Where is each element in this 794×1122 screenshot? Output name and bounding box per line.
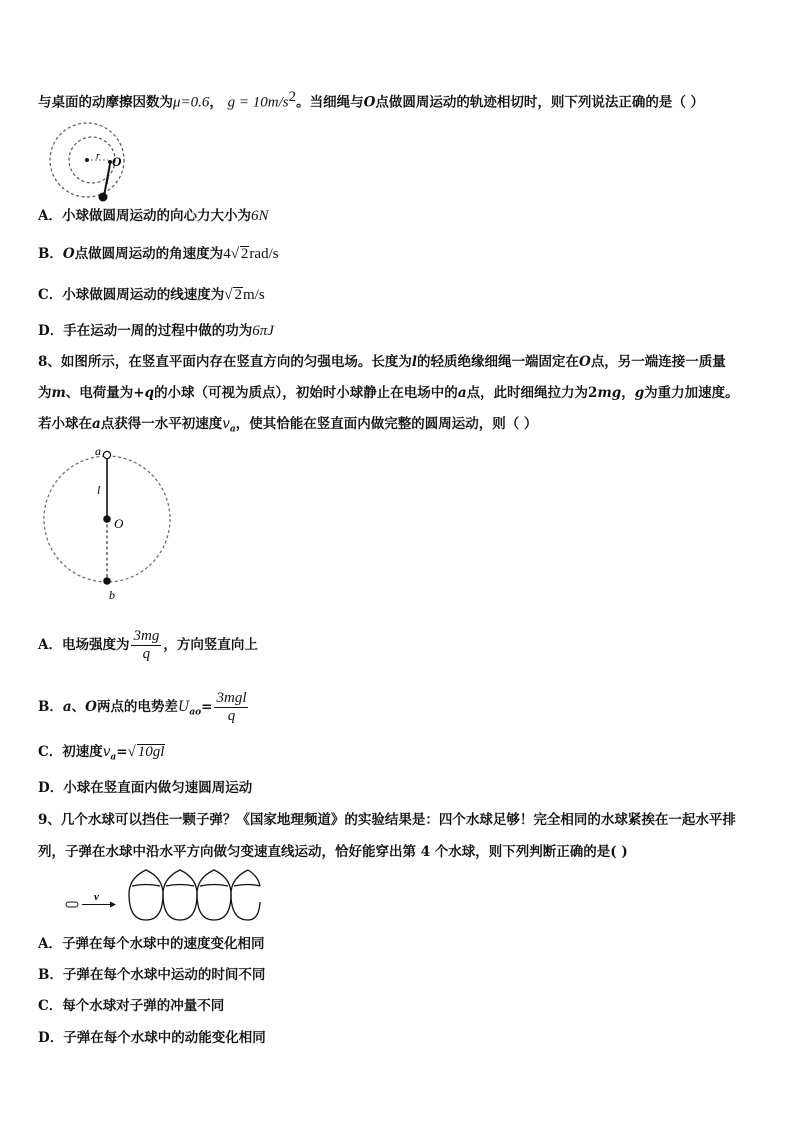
q7-mu-value: μ=0.6 [173,94,210,111]
q8-option-a: A．电场强度为 $\frac{3mg}{q}$ ，方向竖直向上 [38,628,258,662]
q7-figure-circles [42,122,132,204]
q7-stem-text-a: 与桌面的动摩擦因数为 [38,94,173,111]
q7-separator: ， [209,94,223,111]
q8-stem-line-1: 8、如图所示，在竖直平面内存在竖直方向的匀强电场。长度为l的轻质绝缘细绳一端固定在O点，另一端连接一质量 [38,354,726,370]
q7-stem [38,87,704,113]
q9-stem-line-1: 9、几个水球可以挡住一颗子弹？《国家地理频道》的实验结果是：四个水球足够！完全相同的水球紧挨在一起水平排 [38,812,736,828]
q8-stem-line-3: 若小球在a点获得一水平初速度$v_a$，使其恰能在竖直面内做完整的圆周运动，则（ ） [38,416,538,435]
q7-fig-label-r: r [96,151,100,162]
q8-option-c: C．初速度$v_a=√$ 10gl [38,744,165,763]
q9-option-b: B．子弹在每个水球中运动的时间不同 [38,967,266,983]
q7-stem-text-c: 点做圆周运动的轨迹相切时，则下列说法正确的是（ ） [375,94,705,111]
q8-stem-line-2: 为m、电荷量为+q的小球（可视为质点），初始时小球静止在电场中的a点，此时细绳拉力为2mg，g为重力加速度。 [38,385,739,401]
q7-option-a: A．小球做圆周运动的向心力大小为6N [38,208,269,224]
q8-fig-label-l: l [97,483,101,497]
q7-o-label: O [363,94,376,111]
q8-fig-label-b: b [109,588,115,602]
q7-option-c: C．小球做圆周运动的线速度为√ 2m/s [38,287,265,303]
q7-option-b: B．O点做圆周运动的角速度为4√ 2rad/s [38,246,279,262]
q8-option-b: B．a、O两点的电势差$U_{ao}=$ $\frac{\text{3mgl}}{q}$ [38,690,247,724]
q8-fig-label-a: a [95,446,101,458]
q8-figure-circle [42,446,182,606]
q7-g-exponent: 2 [288,89,297,105]
q9-option-d: D．子弹在每个水球中的动能变化相同 [38,1030,266,1046]
q9-option-c: C．每个水球对子弹的冲量不同 [38,998,225,1014]
q8-option-d: D．小球在竖直面内做匀速圆周运动 [38,780,253,796]
q9-fig-label-v: v [94,891,99,903]
q9-option-a: A．子弹在每个水球中的速度变化相同 [38,936,265,952]
q9-figure-water-balls [62,864,262,926]
q8-fig-label-o: O [114,516,124,531]
q7-fig-label-l: l [106,175,110,187]
q7-stem-text-b: 。当细绳与 [296,94,364,111]
q9-stem-line-2: 列，子弹在水球中沿水平方向做匀变速直线运动，恰好能穿出第 4 个水球，则下列判断正确的是( ) [38,844,628,860]
q7-fig-label-o: O [112,154,122,169]
q7-option-d: D．手在运动一周的过程中做的功为6πJ [38,323,274,339]
q7-g-value: g = 10m/s [227,94,289,111]
